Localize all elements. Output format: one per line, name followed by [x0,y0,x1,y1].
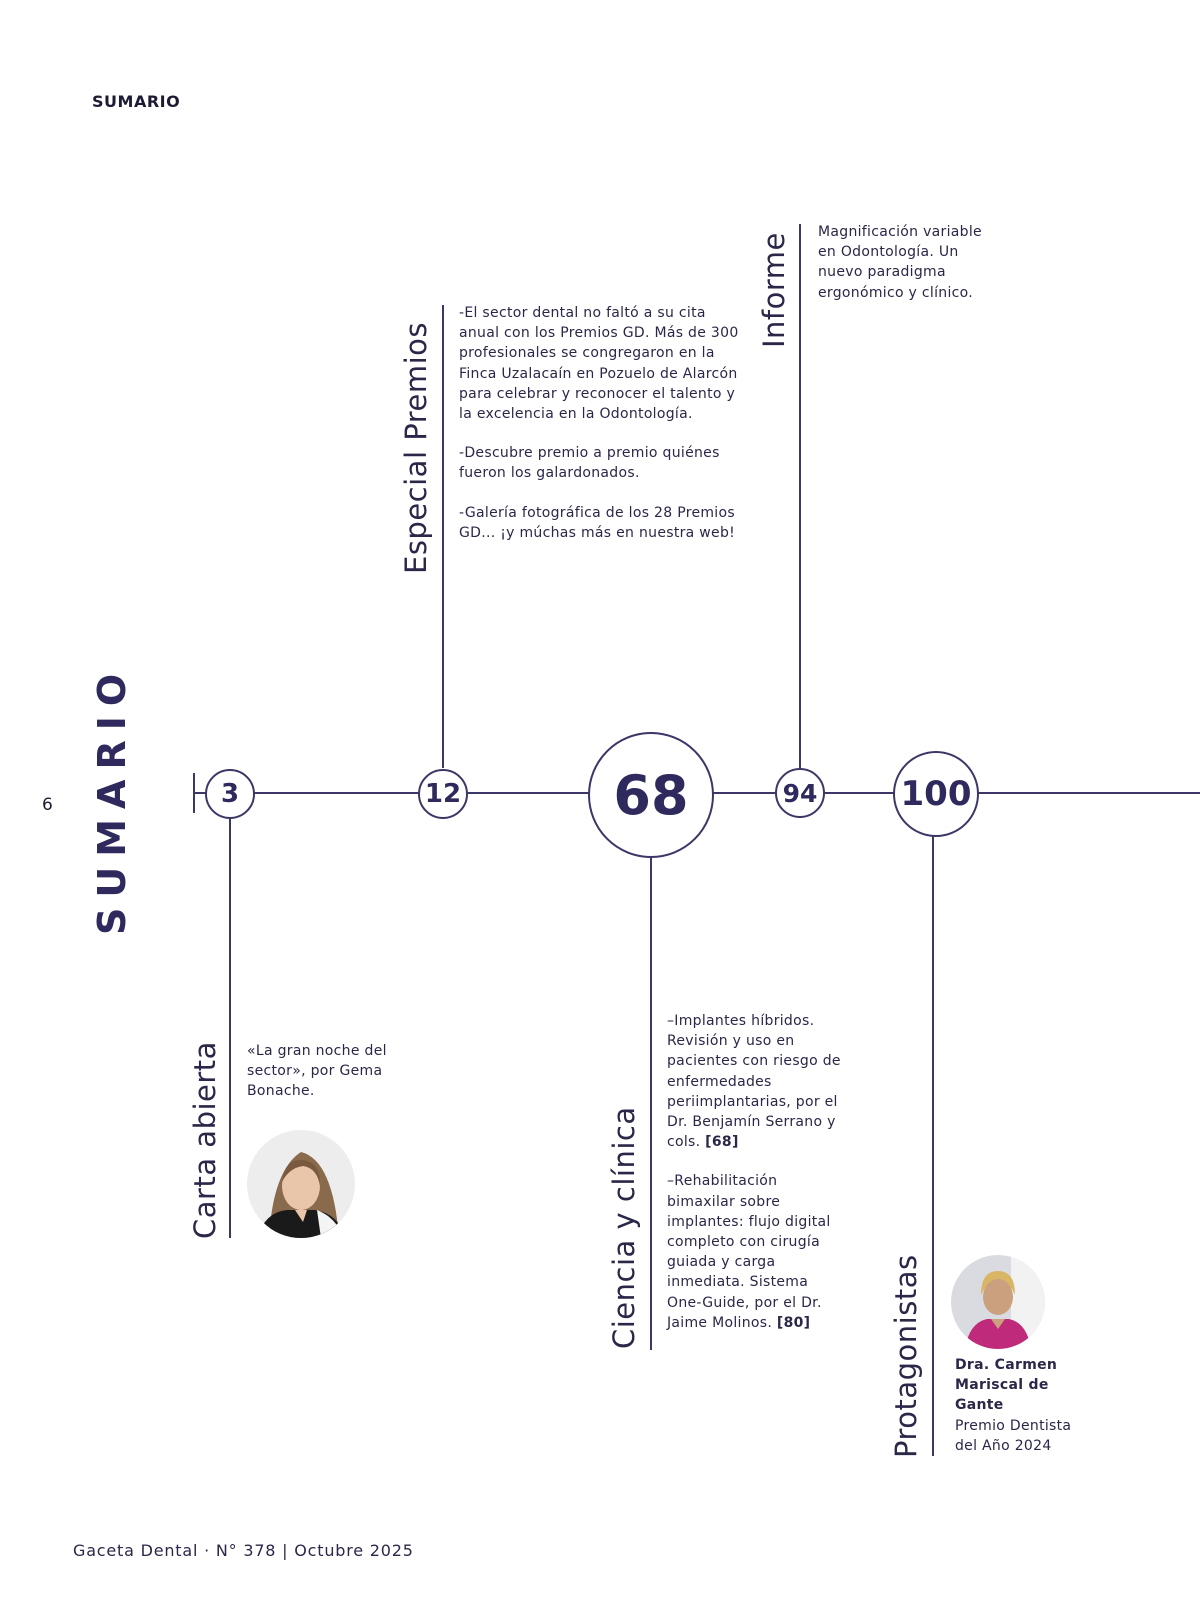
especial-premios-paragraph: -Galería fotográfica de los 28 Premios GD... ¡y múchas más en nuestra web! [459,504,736,541]
protagonist-name: Dra. Carmen Mariscal de Gante [955,1357,1058,1414]
page-node-3[interactable]: 3 [205,769,255,819]
ciencia-clinica-text: –Rehabilitación bimaxilar sobre implantes: flujo digital completo con cirugía guiada y carga inmediata. Sistema One-Guide, por el Dr. Jaime Molinos. [667,1173,831,1331]
page-reference: [68] [705,1134,739,1151]
ciencia-clinica-text: –Implantes híbridos. Revisión y uso en pacientes con riesgo de enfermedades periimplantarias, por el Dr. Benjamín Serrano y cols. [667,1013,841,1151]
section-title-carta-abierta: Carta abierta [188,1041,222,1239]
connector-carta [229,818,231,1238]
ciencia-clinica-paragraph [667,1171,842,1333]
especial-premios-paragraph: -Descubre premio a premio quiénes fueron los galardonados. [459,445,720,482]
protagonist-award: Premio Dentista del Año 2024 [955,1417,1072,1454]
connector-informe [799,224,801,769]
page-title: SUMARIO [90,663,134,935]
protagonistas-caption [955,1355,1095,1456]
page-node-68[interactable]: 68 [588,732,714,858]
avatar-carmen-mariscal [951,1255,1045,1349]
section-title-especial-premios: Especial Premios [399,322,433,574]
ciencia-clinica-paragraph [667,1011,842,1152]
section-title-informe: Informe [757,232,791,348]
especial-premios-paragraph: -El sector dental no faltó a su cita anual con los Premios GD. Más de 300 profesionales se congregaron en la Finca Uzalacaín en Pozuelo de Alarcón para celebrar y reconocer el talento y la excelencia en la Odontología. [459,305,739,423]
page-node-94[interactable]: 94 [775,768,825,818]
section-label: SUMARIO [92,92,181,111]
page-node-100[interactable]: 100 [893,751,979,837]
connector-ciencia [650,858,652,1350]
ciencia-clinica-description [667,1011,842,1333]
page-node-12[interactable]: 12 [418,769,468,819]
especial-premios-description [459,303,744,543]
page-reference: [80] [776,1314,811,1331]
avatar-gema-bonache [247,1130,355,1238]
section-title-ciencia-clinica: Ciencia y clínica [607,1106,641,1349]
informe-description: Magnificación variable en Odontología. Un nuevo paradigma ergonómico y clínico. [818,224,982,301]
section-title-protagonistas: Protagonistas [889,1254,923,1458]
page-number: 6 [42,795,53,815]
connector-especial [442,305,444,768]
timeline-start-tick [193,773,195,813]
connector-protagonistas [932,836,934,1456]
carta-abierta-description: «La gran noche del sector», por Gema Bonache. [247,1043,387,1100]
footer-publication-info: Gaceta Dental · N° 378 | Octubre 2025 [73,1541,414,1560]
